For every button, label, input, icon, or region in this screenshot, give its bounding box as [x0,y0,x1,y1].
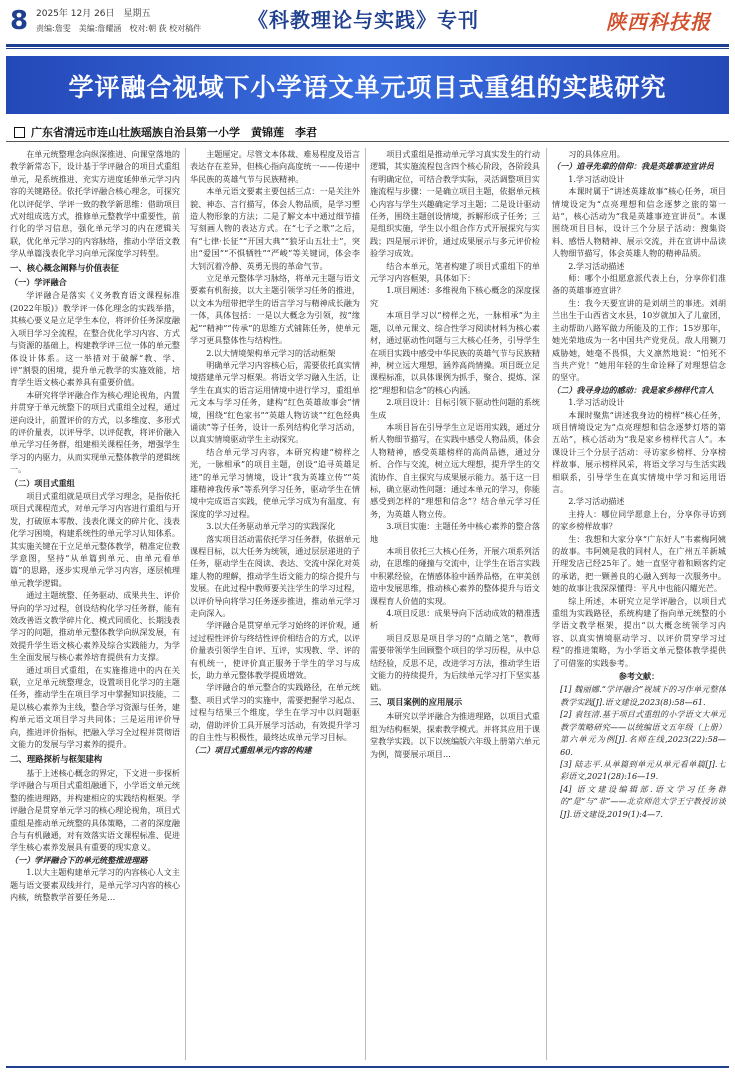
section-heading: 三、项目案例的应用展示 [370,696,463,707]
column-divider [365,148,366,1060]
reference-entry: [1] 魏丽娜.“学评融合”视域下的习作单元整体教学实践[J].语文建设,2023(8):58—61. [560,684,726,707]
paragraph: 2.项目设计：目标引领下驱动性问题的系统生成 [370,397,540,420]
paragraph: 本研究以学评融合为推进理路，以项目式重组为结构框架，探索教学模式。并将其应用于课堂教学实践。以下以统编版六年级上册第六单元为例，简要展示项目… [370,711,540,759]
paragraph: 生：我今天要宣讲的是刘胡兰的事迹。刘胡兰出生于山西省文水县，10岁就加入了儿童团，主动帮助八路军做力所能及的工作；15岁那年，她光荣地成为一名中国共产党党员。敌人用铡刀威胁她，她毫不畏惧，大义凛然地说：“怕死不当共产党！”她用年轻的生命诠释了对理想信念的坚守。 [552,297,726,383]
footer-rule [6,1066,729,1068]
masthead-rule [6,44,729,47]
paragraph: 本项目旨在引导学生立足语用实践，通过分析人物细节描写，在实践中感受人物品质，体会人物精神，感受英雄榜样的高尚品德，通过分析、合作与交流，树立远大理想，提升学生的交流协作、自主探究与成果展示能力。基于这一目标，确立驱动性问题：通过本单元的学习，你能感受到怎样的“理想和信念”？结合单元学习任务，为英雄人物立传。 [370,421,540,519]
article-column-2 [190,148,360,1060]
article-column-1 [10,148,180,1060]
paragraph: 1.学习活动设计 [568,397,625,408]
paragraph: 通过主题统整、任务驱动、成果共生、评价导向的学习过程，创设结构化学习任务群，能有效改善语文教学碎片化、模式同质化、长期浅表学习的问题，推动单元整体教学向纵深发展，有效提升学生语文核心素养及综合实践能力，为学生全面发展与核心素养培育提供有力支撑。 [10,590,180,663]
square-icon [14,127,25,138]
paragraph: 本课时属于“讲述英雄故事”核心任务，项目情境设定为“点亮理想和信念逐梦之旅的第一站”，核心活动为“我是英雄事迹宣讲员”。本课围绕项目目标，设计三个分层子活动：搜集资料、感悟人物精神、展示交流，并在宣讲中品读人物细节描写，体会英雄人物的精神品质。 [552,186,726,259]
paragraph: 本研究将学评融合作为核心理论视角，内置并贯穿于单元统整下的项目式重组全过程，通过逆向设计，前置评价的方式，以多维度、多形式的评价量表，以评导学、以评促教，将评价融入单元学习任务群，组建相关课程任务，增强学生学习的内驱力，从而实现单元整体教学的逻辑统一。 [10,389,180,475]
subsection-heading: （一）追寻先辈的信仰：我是英雄事迹宣讲员 [552,161,714,172]
headline-banner [6,56,729,114]
author-line: 广东省清远市连山壮族瑶族自治县第一小学 黄锦莲 李君 [31,126,317,139]
paragraph: 落实项目活动需依托学习任务群，依据单元课程目标，以大任务为统领，通过层层递进的子任务，驱动学生在阅读、表达、交流中深化对英雄人物的理解，推动学生语文能力的综合提升与发展。在此过程中教师要关注学生的学习过程，以评价导向将学习任务逐步推进，推动单元学习走向深入。 [190,533,360,619]
reference-entry: [4] 语文建设编辑部.语文学习任务群的“是”与“非”——北京师范大学王宁教授访谈[J].语文建设,2019(1):4—7. [560,783,726,819]
reference-entry: [2] 袁钰清.基于项目式重组的小学语文大单元教学策略研究——以统编语文五年级（上册）第六单元为例[J].名师在线,2023(22):58—60. [560,709,726,757]
paragraph: 明确单元学习内容核心后，需要依托真实情境搭建单元学习框架。将语文学习融入生活，让学生在真实的语言运用情境中进行学习，重组单元文本与学习任务，建构“红色英雄故事会”情境，围绕“红色家书”“英雄人物访谈”“红色经典诵读”等子任务，设计一系列结构化学习活动，以真实情境驱动学生主动探究。 [190,359,360,445]
masthead [0,0,735,56]
section-heading: 一、核心概念阐释与价值表征 [10,262,119,273]
paragraph: 2.学习活动描述 [568,260,625,271]
paragraph: 1.学习活动设计 [568,173,625,184]
page-number: 8 [10,6,29,36]
paragraph: 生：我想和大家分享“广东好人”韦素梅阿姨的故事。韦阿姨是我的同村人，在广州五羊新城开理发店已经25年了。她一直坚守着和顾客约定的承诺，把一颗善良的心融入到每一次服务中。她的故事让我深深懂得：平凡中也能闪耀光芒。 [552,533,726,594]
article-headline: 学评融合视域下小学语文单元项目式重组的实践研究 [68,73,667,102]
paragraph: 本项目学习以“榜样之光，一脉相承”为主题，以单元课文、综合性学习阅读材料为核心素材，通过驱动性问题与三大核心任务，引导学生在项目实践中感受中华民族的英雄气节与民族精神，树立远大理想，涵养高尚情操。项目既立足课程标准，以具体课例为抓手，聚合、提炼、深挖“理想和信念”的核心内涵。 [370,310,540,395]
paragraph: 2.学习活动描述 [568,496,625,507]
paragraph: 4.项目反思：成果导向下活动成效的精准透析 [370,608,540,631]
paragraph: 主持人：哪位同学愿意上台，分享你寻访到的家乡榜样故事？ [552,508,726,532]
article-column-3 [370,148,540,1060]
paragraph: 综上所述，本研究立足学评融合，以项目式重组为实践路径，系统构建了指向单元统整的小学语文教学框架，提出“以大概念统领学习内容、以真实情境驱动学习、以评价贯穿学习过程”的推进策略，为小学语文单元整体教学提供了可借鉴的实践参考。 [552,595,726,668]
subsection-heading: （一）学评融合下的单元统整推进理路 [10,854,148,865]
paragraph: 本项目依托三大核心任务，开展六项系列活动，在思维的碰撞与交流中，让学生在语言实践中积累经验，在情感体验中涵养品格，在审美创造中发展思维，推动核心素养的整体提升与语文课程育人价值的实现。 [370,546,540,606]
editor-credits: 责编:詹雯 美编:詹耀涵 校对:朝 荻 校对稿件 [36,24,202,33]
column-divider [185,148,186,1060]
references-heading: 参考文献： [618,671,660,682]
paragraph: 结合本单元，笔者构建了项目式重组下的单元学习内容框架，具体如下： [370,260,540,284]
byline [14,124,317,140]
paragraph: 基于上述核心概念的界定，下文进一步探析学评融合与项目式重组融通下，小学语文单元统整的推进理路，并构建相应的实践结构框架。学评融合是贯穿单元学习的核心理论视角，项目式重组是推动单元统整的具体策略，二者的深度融合与有机融通，对有效落实语文课程标准、促进学生核心素养发展具有重要的现实意义。 [10,767,180,853]
reference-entry: [3] 陆志平.从单篇到单元从单元看单篇[J].七彩语文,2021(28):16—19. [560,758,726,782]
paragraph: 在单元统整理念向纵深推进、向课堂落地的教学新常态下，设计基于学评融合的项目式重组单元，是系统推进、充实方进度延伸单元学习内容的关键路径。依托学评融合核心理念，可探究化以评促学、学评一致的教学新思维：借助项目式对组成选方式，推修单元整教学中重要性，前行化的学习信息，强化单元学习的内在逻辑关联，优化单元学习的内容脉络，推动小学语文教学从单篇浅表化学习向单元深度学习转型。 [10,149,180,259]
paragraph: 1.项目阐述：多维视角下核心概念的深度探究 [370,285,540,308]
subsection-heading: （二）我寻身边的感动：我是家乡榜样代言人 [552,384,714,395]
newspaper-logo: 陕西科技报 [606,10,711,34]
paragraph: 师：哪个小组愿意派代表上台，分享你们准备的英雄事迹宣讲？ [552,273,726,296]
section-heading: 二、理路探析与框架建构 [10,753,103,764]
paragraph: 习的具体应用。 [568,149,625,159]
subsection-heading: （二）项目式重组单元内容的构建 [190,744,312,755]
paragraph: 本课时聚焦“讲述我身边的榜样”核心任务，项目情境设定为“点亮理想和信念逐梦灯塔的第五站”，核心活动为“我是家乡榜样代言人”。本课设计三个分层子活动：寻访家乡榜样、分享榜样故事、展示榜样风采，将语文学习与生活实践相联系，引导学生在真实情境中学习和运用语言。 [552,409,726,494]
paragraph: 通过项目式重组，在实施推进中的内在关联，立足单元统整理念，设置项目化学习的主题任务，推动学生在项目学习中掌握知识技能，二是以核心素养为主线，整合学习资源与任务，建构单元语文项目学习共同体；三是运用评价导向，推进评价指标，把融入学习全过程并贯彻语文能力的发展与学习素养的提升。 [10,664,180,750]
paragraph: 3.以大任务驱动单元学习的实践深化 [206,521,336,532]
subsection-heading: （一）学评融合 [10,277,67,288]
special-issue-title: 《科教理论与实践》专刊 [248,8,479,32]
paragraph: 项目反思是项目学习的“点睛之笔”，教师需要带领学生回顾整个项目的学习历程，从中总结经验，反思不足，改进学习方法，推动学生语文能力的持续提升，为后续单元学习打下坚实基础。 [370,632,540,693]
masthead-rule-thin [6,48,729,49]
article-column-4 [552,148,726,1060]
paragraph: 立足单元整体学习脉络，将单元主题与语文要素有机衔接，以大主题引领学习任务的推进，以文本为纽带把学生的语言学习与精神成长融为一体，具体包括：一是以大概念为引领，按“缘起”“精神”“传承”的思维方式铺陈任务，使单元学习更具整体性与结构性。 [190,273,360,346]
paragraph: 项目式重组就是项目式学习理念，是指依托项目式课程范式，对单元学习内容进行重组与开发，打破原本零散、浅表化课文的碎片化、浅表化学习困境，构建系统性的单元学习认知体系。其实施关键在于立足单元整体教学，精准定位教学意图，坚持“从单篇到单元、由单元看单篇”的思路，逐步实现单元学习内容，逐层梳理单元教学逻辑。 [10,490,180,588]
subsection-heading: （二）项目式重组 [10,477,75,488]
paragraph: 学评融合是贯穿单元学习始终的评价观，通过过程性评价与终结性评价相结合的方式，以评价量表引领学生自评、互评，实现教、学、评的有机统一，使评价真正服务于学生的学习与成长，助力单元整体教学提质增效。 [190,620,360,681]
column-divider [546,148,547,1060]
paragraph: 2.以大情境架构单元学习的活动框架 [206,347,336,358]
byline-rule [6,141,729,142]
issue-date: 2025年 12月 26日 星期五 [36,9,151,19]
paragraph: 3.项目实施：主题任务中核心素养的整合落地 [370,521,540,544]
paragraph: 项目式重组是推动单元学习真实发生的行动逻辑，其实施流程包含四个核心阶段，各阶段具有明确定位，可结合教学实际，灵活调整项目实施流程与步骤：一是确立项目主题，依据单元核心内容与学生兴趣确定学习主题；二是设计驱动任务，围绕主题创设情境，拆解形成子任务；三是组织实施，学生以小组合作方式开展探究与实践；四是展示评价，通过成果展示与多元评价检验学习成效。 [370,149,540,259]
paragraph: 本单元语文要素主要包括三点：一是关注外貌、神态、言行描写，体会人物品质，是学习塑造人物形象的方法；二是了解文本中通过细节描写刻画人物的表达方式。在“七子之歌”之后，有“七律·长征”“开国大典”“狼牙山五壮士”，突出“爱国”“不惧牺牲”“严峻”等关键词，体会李大钊沉着冷静、英勇无畏的革命气节。 [190,186,360,271]
paragraph: 1.以大主题构建单元学习的内容核心人文主题与语文要素双线并行，是单元学习内容的核心内核，统整教学首要任务是… [10,867,180,902]
paragraph: 结合单元学习内容，本研究构建“榜样之光，一脉相承”的项目主题，创设“追寻英雄足迹”的单元学习情境，设计“我为英雄立传”“英雄精神我传承”等系列学习任务，驱动学生在情境中完成语言实践，使单元学习成为有温度、有深度的学习过程。 [190,446,360,519]
paragraph: 学评融合是落实《义务教育语文课程标准(2022年版)》教学评一体化理念的实践举措，其核心要义是立足学生本位，将评价任务深度融入项目学习全流程，在整合优化学习内容、方式与资源的基础上，构建教学评三位一体的单元整体设计体系。这一举措对于破解“教、学、评”割裂的困境，提升单元教学的实施效能，培育学生语文核心素养具有重要价值。 [10,290,180,388]
paragraph: 主题厘定。尽管文本体裁、难易程度及语言表达存在差异，但核心指向高度统一——传递中华民族的英雄气节与民族精神。 [190,149,360,184]
paragraph: 学评融合的单元整合的实践路径，在单元统整、项目式学习的实施中，需要把握学习起点、过程与结果三个维度，学生在学习中以问题驱动，借助评价工具开展学习活动，有效提升学习的自主性与积极性，最终达成单元学习目标。 [190,682,360,743]
